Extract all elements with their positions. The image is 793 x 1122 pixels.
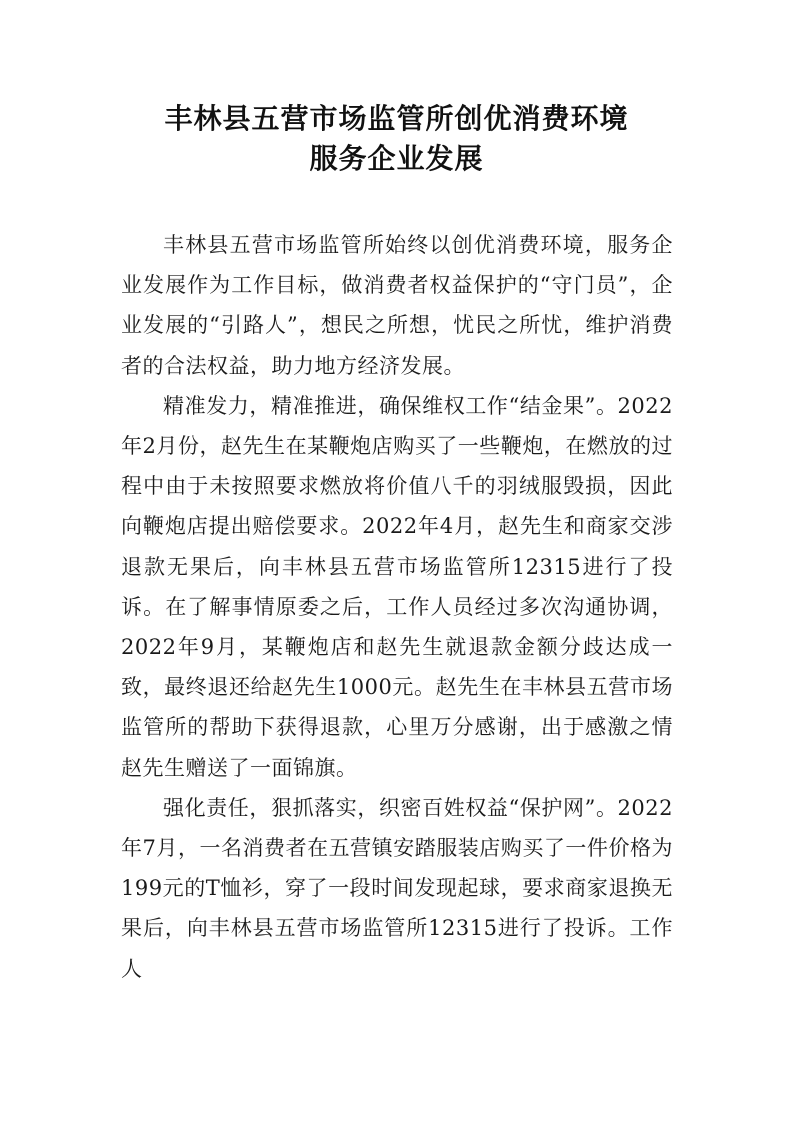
paragraph-case-1: 精准发力，精准推进，确保维权工作“结金果”。2022年2月份，赵先生在某鞭炮店购买了一些鞭炮，在燃放的过程中由于未按照要求燃放将价值八千的羽绒服毁损，因此向鞭炮店提出赔偿要求。2022年4月，赵先生和商家交涉退款无果后，向丰林县五营市场监管所12315进行了投诉。在了解事情原委之后，工作人员经过多次沟通协调，2022年9月，某鞭炮店和赵先生就退款金额分歧达成一致，最终退还给赵先生1000元。赵先生在丰林县五营市场监管所的帮助下获得退款，心里万分感谢，出于感激之情赵先生赠送了一面锦旗。	[121, 393, 673, 780]
document-title-line-1: 丰林县五营市场监管所创优消费环境	[164, 102, 629, 135]
paragraph-intro: 丰林县五营市场监管所始终以创优消费环境，服务企业发展作为工作目标，做消费者权益保护的“守门员”，企业发展的“引路人”，想民之所想，忧民之所忧，维护消费者的合法权益，助力地方经济发展。	[121, 233, 673, 378]
paragraph-case-2: 强化责任，狠抓落实，织密百姓权益“保护网”。2022年7月，一名消费者在五营镇安踏服装店购买了一件价格为199元的T恤衫，穿了一段时间发现起球，要求商家退换无果后，向丰林县五营市场监管所12315进行了投诉。工作人	[121, 795, 673, 981]
document-body	[121, 225, 673, 989]
document-title-line-2: 服务企业发展	[309, 142, 484, 175]
